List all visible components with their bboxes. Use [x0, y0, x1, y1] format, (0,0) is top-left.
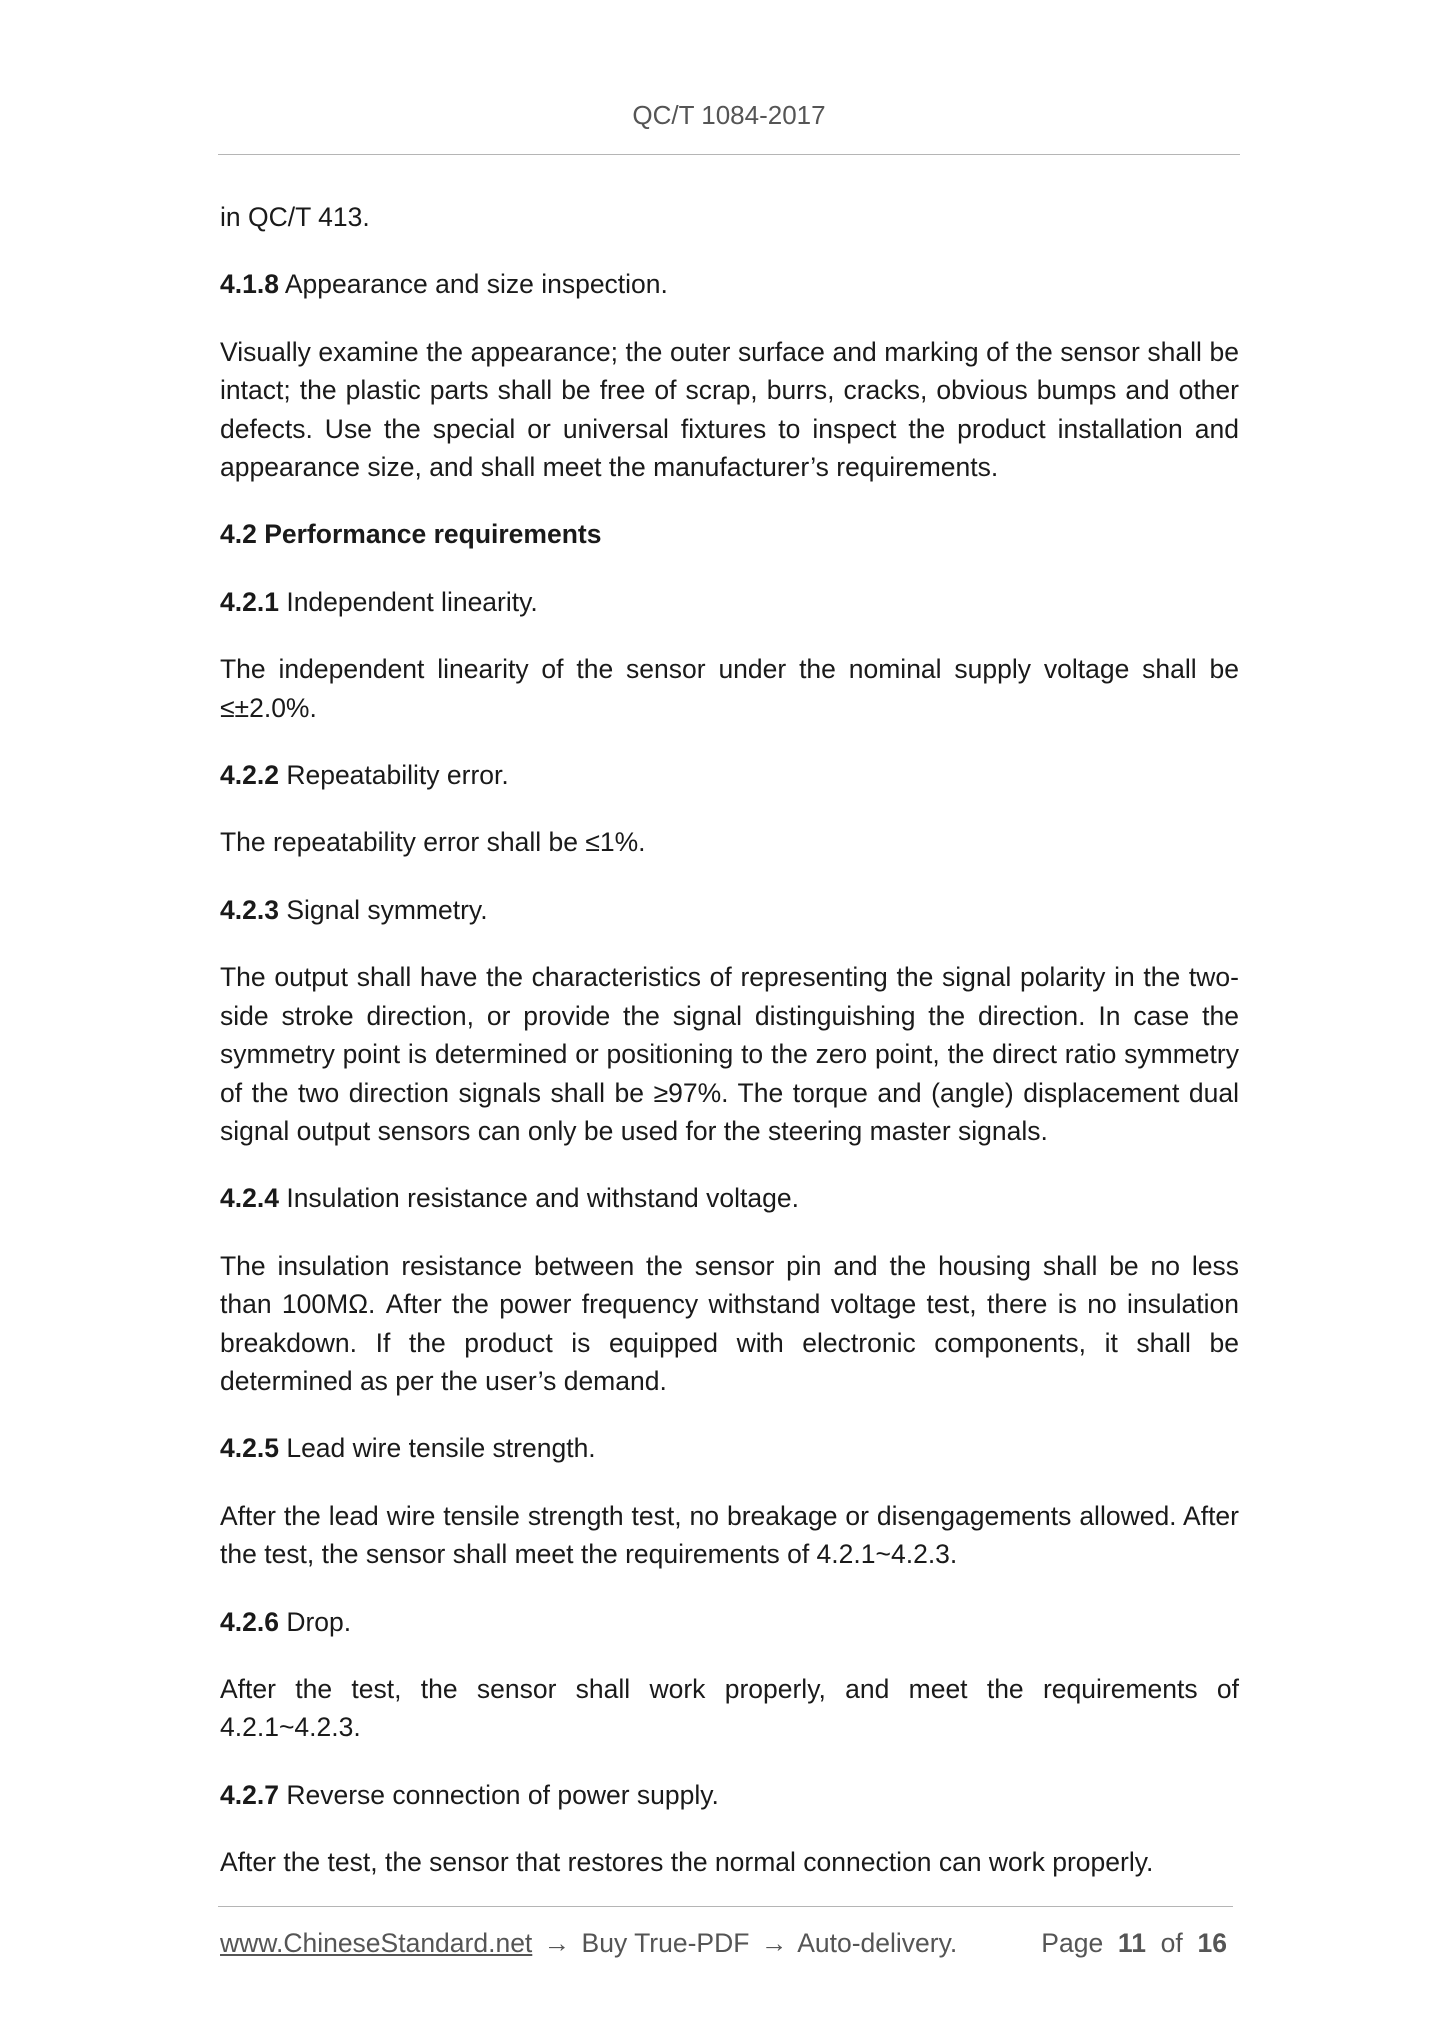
paragraph-lead-wire: After the lead wire tensile strength test, no breakage or disengagements allowed. After the test, the sensor shall meet the requirements of 4.2.1~4.2.3. — [220, 1500, 1239, 1570]
section-heading-4-2: 4.2 Performance requirements — [220, 519, 602, 550]
paragraph-reverse-connection: After the test, the sensor that restores the normal connection can work properly. — [220, 1847, 1154, 1878]
section-title: Reverse connection of power supply. — [286, 1779, 719, 1810]
section-heading-4-2-7 — [220, 1776, 1239, 1814]
section-title: Drop. — [286, 1606, 352, 1637]
section-number: 4.2.6 — [220, 1606, 279, 1637]
section-title: Lead wire tensile strength. — [286, 1433, 596, 1464]
section-title: Insulation resistance and withstand voltage. — [286, 1183, 799, 1214]
page-header-title: QC/T 1084-2017 — [632, 100, 826, 130]
section-heading-4-2-5 — [220, 1429, 1239, 1467]
section-number: 4.2.1 — [220, 586, 279, 617]
section-heading-4-2-1 — [220, 583, 1239, 621]
section-title: Repeatability error. — [286, 760, 509, 791]
page-number: 11 — [1117, 1928, 1146, 1958]
section-heading-4-1-8 — [220, 265, 1239, 303]
arrow-right-icon: → — [543, 1928, 571, 1958]
page-label: Page — [1041, 1928, 1104, 1958]
section-title: Signal symmetry. — [286, 894, 488, 925]
page-of-label: of — [1160, 1928, 1183, 1958]
section-heading-4-2-4 — [220, 1179, 1239, 1217]
section-number: 4.2.7 — [220, 1779, 279, 1810]
footer-divider — [218, 1906, 1233, 1907]
section-title: Appearance and size inspection. — [284, 269, 668, 300]
paragraph-continuation: in QC/T 413. — [220, 202, 370, 232]
footer-promo — [220, 1928, 957, 1959]
section-number: 4.2.3 — [220, 894, 279, 925]
footer-buy-text: Buy True-PDF — [581, 1928, 750, 1958]
arrow-right-icon: → — [760, 1928, 788, 1958]
section-title: Independent linearity. — [286, 586, 538, 617]
paragraph-appearance: Visually examine the appearance; the outer surface and marking of the sensor shall be intact; the plastic parts shall be free of scrap, burrs, cracks, obvious bumps and other defects. Use the special or universal fixtures to inspect the product installation and appearance size, and shall meet the manufacturer’s requirements. — [220, 336, 1239, 483]
footer-delivery-text: Auto-delivery. — [797, 1928, 958, 1958]
document-body — [220, 198, 1239, 1911]
paragraph-repeatability: The repeatability error shall be ≤1%. — [220, 827, 646, 858]
page-total: 16 — [1197, 1928, 1227, 1958]
section-number: 4.2.2 — [220, 760, 279, 791]
paragraph-linearity: The independent linearity of the sensor under the nominal supply voltage shall be ≤±2.0%. — [220, 654, 1239, 723]
section-number: 4.2.4 — [220, 1183, 279, 1214]
section-heading-4-2-6 — [220, 1603, 1239, 1641]
section-heading-4-2-2 — [220, 756, 1239, 794]
page-counter — [1041, 1928, 1227, 1959]
section-number: 4.1.8 — [220, 269, 279, 300]
section-number: 4.2.5 — [220, 1433, 279, 1464]
footer-site-link[interactable]: www.ChineseStandard.net — [220, 1928, 533, 1958]
paragraph-symmetry: The output shall have the characteristics of representing the signal polarity in the two-side stroke direction, or provide the signal distinguishing the direction. In case the symmetry point is determined or positioning to the zero point, the direct ratio symmetry of the two direction signals shall be ≥97%. The torque and (angle) displacement dual signal output sensors can only be used for the steering master signals. — [220, 962, 1239, 1146]
paragraph-insulation: The insulation resistance between the sensor pin and the housing shall be no less than 100MΩ. After the power frequency withstand voltage test, there is no insulation breakdown. If the product is equipped with electronic components, it shall be determined as per the user’s demand. — [220, 1250, 1239, 1396]
paragraph-drop: After the test, the sensor shall work properly, and meet the requirements of 4.2.1~4.2.3. — [220, 1673, 1239, 1743]
section-heading-4-2-3 — [220, 891, 1239, 929]
header-divider — [218, 154, 1240, 155]
